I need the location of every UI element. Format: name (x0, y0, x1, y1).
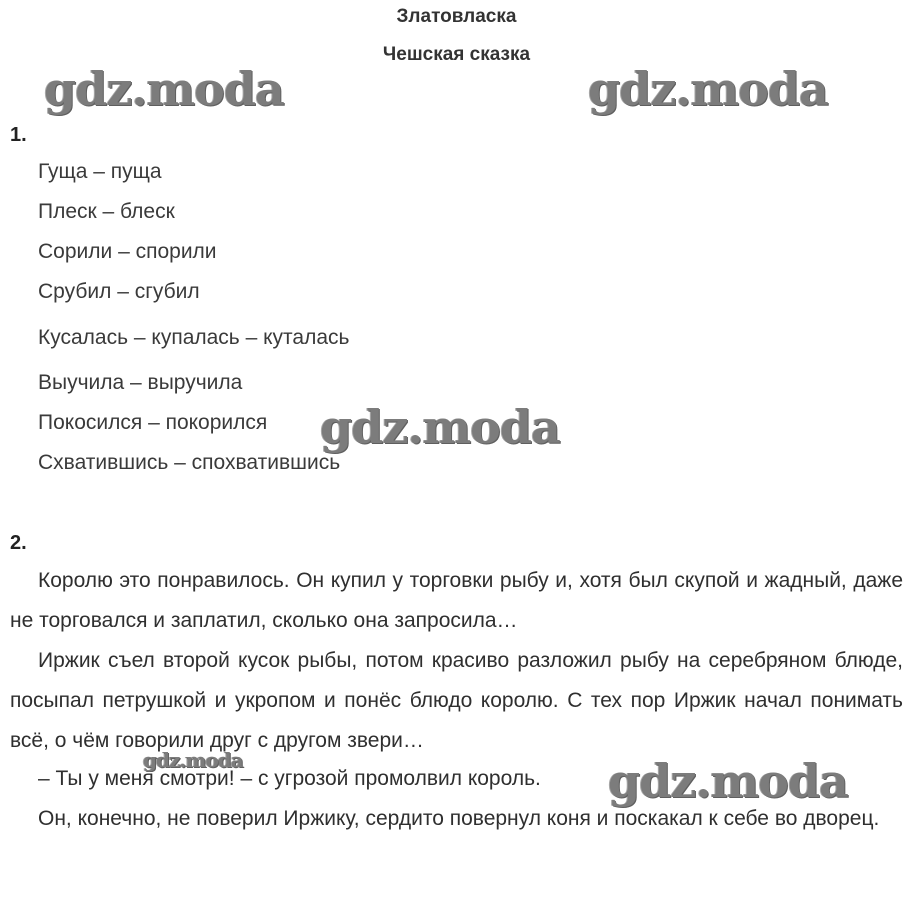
watermark-text: gdz.moda (588, 62, 828, 116)
exercise-number-2: 2. (10, 532, 27, 554)
pair-text: Гуща – пуща (38, 160, 162, 183)
watermark-text: gdz.moda (44, 62, 284, 116)
word-pair-1 (38, 160, 162, 184)
exercise-number-1: 1. (10, 124, 27, 146)
pair-text: Сорили – спорили (38, 240, 217, 263)
pair-text: Плеск – блеск (38, 200, 175, 223)
word-pair-3 (38, 240, 217, 264)
word-pair-4 (38, 280, 200, 304)
paragraph-text: Он, конечно, не поверил Иржику, сердито повернул коня и поскакал к себе во дворец. (38, 807, 880, 830)
pair-text: Кусалась – купалась – куталась (38, 326, 350, 349)
paragraph-text: – Ты у меня смотри! – с угрозой промолвил король. (38, 767, 541, 790)
document-title: Златовласка (396, 6, 517, 27)
paragraph-text: Королю это понравилось. Он купил у торговки рыбу и, хотя был скупой и жадный, даже не торговался и заплатил, сколько она запросила… (10, 569, 903, 632)
word-pair-2 (38, 200, 175, 224)
watermark-logo (44, 62, 284, 116)
document-subtitle: Чешская сказка (382, 44, 531, 65)
watermark-logo (143, 748, 243, 772)
watermark-text: gdz.moda (143, 748, 243, 772)
paragraph-2 (10, 641, 903, 761)
watermark-logo (320, 400, 560, 454)
word-pair-5 (38, 326, 349, 350)
pair-text: Схватившись – спохватившись (38, 451, 341, 474)
watermark-text: gdz.moda (608, 754, 848, 808)
pair-text: Срубил – сгубил (38, 280, 200, 303)
watermark-logo (608, 754, 848, 808)
word-pair-8 (38, 451, 340, 475)
paragraph-1 (10, 561, 903, 641)
word-pair-6 (38, 371, 242, 395)
pair-text: Покосился – покорился (38, 411, 268, 434)
pair-text: Выучила – выручила (38, 371, 243, 394)
watermark-logo (588, 62, 828, 116)
word-pair-7 (38, 411, 267, 435)
paragraph-text: Иржик съел второй кусок рыбы, потом красиво разложил рыбу на серебряном блюде, посыпал петрушкой и укропом и понёс блюдо королю. С тех пор Иржик начал понимать всё, о чём говорили друг с другом звери… (10, 649, 903, 752)
watermark-text: gdz.moda (320, 400, 560, 454)
